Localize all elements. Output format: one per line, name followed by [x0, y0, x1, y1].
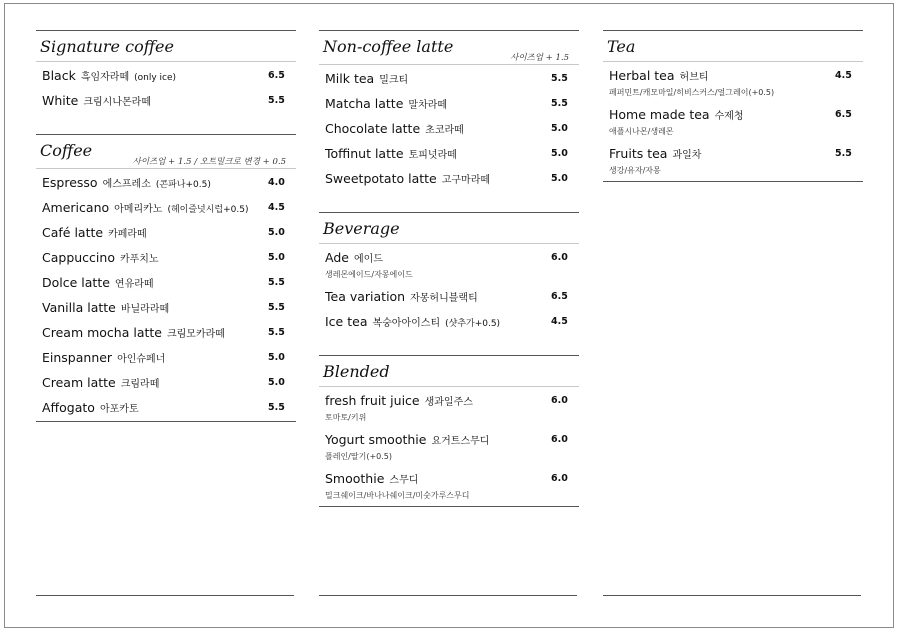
item-name-ko: 크림시나몬라떼 — [83, 97, 151, 108]
item-list — [319, 65, 579, 192]
item-name-ko: 바닐라라떼 — [120, 304, 170, 315]
item-name — [42, 275, 154, 290]
menu-item — [36, 321, 296, 346]
item-variants: 밀크쉐이크/바나나쉐이크/미숫가루스무디 — [325, 491, 470, 500]
item-list — [319, 244, 579, 335]
item-name-ko: 에이드 — [353, 254, 383, 265]
menu-section — [319, 212, 579, 335]
menu-item — [36, 371, 296, 396]
item-name — [325, 432, 489, 447]
item-name-en: Fruits tea — [609, 146, 668, 161]
section-header — [36, 135, 296, 169]
menu-item — [36, 171, 296, 196]
menu-item — [319, 285, 579, 310]
menu-item — [603, 142, 863, 181]
section-title: Blended — [323, 362, 390, 381]
section-note: 사이즈업 + 1.5 / 오트밀크로 변경 + 0.5 — [132, 157, 286, 167]
item-name-ko: 자몽허니블랙티 — [410, 293, 478, 304]
section-header — [36, 31, 296, 62]
item-name-ko: 에스프레소 — [102, 179, 151, 190]
menu-item — [36, 396, 296, 421]
item-name-en: Smoothie — [325, 471, 385, 486]
item-name-ko: 과일차 — [672, 150, 702, 161]
section-header — [319, 31, 579, 65]
item-name-ko: 연유라떼 — [114, 279, 154, 290]
item-price: 5.0 — [268, 227, 285, 238]
item-name-en: Toffinut latte — [325, 146, 404, 161]
item-price: 5.0 — [551, 123, 568, 134]
item-price: 6.0 — [551, 434, 568, 445]
menu-item — [319, 117, 579, 142]
item-name — [325, 71, 408, 86]
item-name — [325, 314, 500, 329]
item-name-en: Sweetpotato latte — [325, 171, 437, 186]
item-name — [325, 393, 473, 408]
item-name — [325, 171, 490, 186]
item-price: 4.5 — [551, 316, 568, 327]
menu-section — [603, 30, 863, 182]
item-name — [325, 250, 383, 265]
item-list — [36, 62, 296, 114]
item-price: 5.0 — [268, 377, 285, 388]
menu-item — [319, 92, 579, 117]
item-name-ko: 흑임자라떼 — [80, 72, 130, 83]
item-option: (헤이즐넛시럽+0.5) — [167, 205, 249, 215]
section-header — [319, 356, 579, 387]
item-name-ko: 스무디 — [389, 475, 419, 486]
item-name-ko: 아메리카노 — [114, 204, 163, 215]
menu-item — [36, 296, 296, 321]
section-gap — [319, 192, 579, 212]
item-variants: 플레인/딸기(+0.5) — [325, 452, 393, 461]
menu-item — [36, 246, 296, 271]
item-name-en: Ice tea — [325, 314, 368, 329]
section-gap — [36, 114, 296, 134]
item-name — [42, 325, 225, 340]
menu-column-2 — [319, 30, 579, 507]
item-name-ko: 아포카토 — [99, 404, 139, 415]
item-price: 5.5 — [835, 148, 852, 159]
menu-item — [36, 221, 296, 246]
item-name-ko: 생과일주스 — [424, 397, 473, 408]
item-price: 5.0 — [268, 352, 285, 363]
item-price: 4.5 — [268, 202, 285, 213]
item-name-ko: 요거트스무디 — [431, 436, 490, 447]
footer-divider-2 — [319, 595, 577, 596]
item-name — [325, 96, 447, 111]
item-price: 5.5 — [268, 95, 285, 106]
item-name-ko: 고구마라떼 — [441, 175, 491, 186]
section-title: Coffee — [40, 141, 93, 160]
item-name-en: Affogato — [42, 400, 95, 415]
menu-item — [36, 196, 296, 221]
item-option: (콘파나+0.5) — [155, 180, 211, 190]
item-name-en: Einspanner — [42, 350, 113, 365]
item-list — [36, 169, 296, 421]
item-name-ko: 카페라떼 — [108, 229, 147, 240]
item-name — [609, 107, 744, 122]
item-name-en: Dolce latte — [42, 275, 110, 290]
item-name-ko: 복숭아아이스티 — [372, 318, 441, 329]
item-price: 6.5 — [551, 291, 568, 302]
menu-item — [319, 167, 579, 192]
menu-item — [319, 389, 579, 428]
item-name-en: Herbal tea — [609, 68, 675, 83]
item-name-ko: 허브티 — [679, 72, 709, 83]
item-price: 6.0 — [551, 252, 568, 263]
menu-item — [36, 271, 296, 296]
section-header — [319, 213, 579, 244]
item-name-en: Cream latte — [42, 375, 116, 390]
item-price: 5.5 — [268, 327, 285, 338]
item-name-ko: 말차라떼 — [408, 100, 448, 111]
item-name — [42, 400, 139, 415]
item-list — [319, 387, 579, 506]
menu-item — [36, 89, 296, 114]
item-price: 6.0 — [551, 395, 568, 406]
item-price: 5.0 — [551, 173, 568, 184]
item-name — [325, 289, 478, 304]
item-option: (only ice) — [134, 73, 177, 83]
item-variants: 페퍼민트/캐모마일/히비스커스/얼그레이(+0.5) — [609, 88, 775, 97]
menu-item — [319, 142, 579, 167]
item-name — [42, 225, 147, 240]
section-header — [603, 31, 863, 62]
item-name-en: fresh fruit juice — [325, 393, 420, 408]
item-name-ko: 수제청 — [714, 111, 744, 122]
item-name — [42, 250, 159, 265]
item-name-ko: 크림라떼 — [120, 379, 160, 390]
item-price: 5.5 — [551, 98, 568, 109]
item-option: (샷추가+0.5) — [445, 319, 501, 329]
section-title: Beverage — [323, 219, 400, 238]
item-price: 5.5 — [268, 277, 285, 288]
item-price: 5.5 — [551, 73, 568, 84]
menu-item — [319, 67, 579, 92]
item-name — [609, 68, 709, 83]
footer-divider-1 — [36, 595, 294, 596]
item-name-en: Black — [42, 68, 76, 83]
item-name — [42, 350, 165, 365]
item-name-ko: 아인슈페너 — [117, 354, 166, 365]
menu-section — [319, 355, 579, 507]
menu-item — [36, 64, 296, 89]
item-price: 5.0 — [268, 252, 285, 263]
item-name-en: Home made tea — [609, 107, 710, 122]
item-price: 4.5 — [835, 70, 852, 81]
item-name-en: Vanilla latte — [42, 300, 116, 315]
menu-item — [319, 467, 579, 506]
item-variants: 생레몬에이드/자몽에이드 — [325, 270, 413, 279]
item-name-en: Matcha latte — [325, 96, 404, 111]
item-name — [325, 146, 457, 161]
item-price: 6.5 — [835, 109, 852, 120]
item-name — [42, 375, 159, 390]
item-name-ko: 초코라떼 — [425, 125, 464, 136]
item-price: 4.0 — [268, 177, 285, 188]
item-list — [603, 62, 863, 181]
menu-section — [319, 30, 579, 192]
item-variants: 생강/유자/자몽 — [609, 166, 661, 175]
item-name — [42, 200, 249, 215]
menu-item — [36, 346, 296, 371]
item-price: 6.0 — [551, 473, 568, 484]
item-name — [42, 175, 211, 190]
menu-column-3 — [603, 30, 863, 182]
item-name-en: Cream mocha latte — [42, 325, 162, 340]
item-name-ko: 토피넛라떼 — [408, 150, 457, 161]
item-name-en: Ade — [325, 250, 349, 265]
item-price: 5.5 — [268, 402, 285, 413]
menu-item — [603, 64, 863, 103]
item-name-ko: 밀크티 — [379, 75, 409, 86]
item-name-en: Café latte — [42, 225, 104, 240]
menu-item — [603, 103, 863, 142]
item-price: 6.5 — [268, 70, 285, 81]
item-variants: 토마토/키위 — [325, 413, 367, 422]
menu-item — [319, 310, 579, 335]
item-name-en: Milk tea — [325, 71, 375, 86]
item-name — [42, 93, 151, 108]
section-title: Signature coffee — [40, 37, 174, 56]
item-name — [42, 300, 169, 315]
item-name-en: Americano — [42, 200, 110, 215]
item-name — [325, 121, 464, 136]
item-name-ko: 카푸치노 — [119, 254, 159, 265]
item-name — [325, 471, 418, 486]
item-name-en: Tea variation — [325, 289, 406, 304]
section-title: Tea — [607, 37, 636, 56]
section-note: 사이즈업 + 1.5 — [510, 53, 569, 63]
item-name — [609, 146, 701, 161]
item-name-ko: 크림모카라떼 — [166, 329, 225, 340]
item-price: 5.0 — [551, 148, 568, 159]
item-price: 5.5 — [268, 302, 285, 313]
menu-section — [36, 134, 296, 422]
section-gap — [319, 335, 579, 355]
item-variants: 애플시나몬/생레몬 — [609, 127, 674, 136]
item-name-en: Chocolate latte — [325, 121, 421, 136]
item-name-en: Espresso — [42, 175, 98, 190]
item-name — [42, 68, 176, 83]
item-name-en: Yogurt smoothie — [325, 432, 427, 447]
item-name-en: White — [42, 93, 79, 108]
item-name-en: Cappuccino — [42, 250, 115, 265]
menu-section — [36, 30, 296, 114]
footer-divider-3 — [603, 595, 861, 596]
menu-item — [319, 246, 579, 285]
section-title: Non-coffee latte — [323, 37, 454, 56]
menu-column-1 — [36, 30, 296, 422]
menu-item — [319, 428, 579, 467]
